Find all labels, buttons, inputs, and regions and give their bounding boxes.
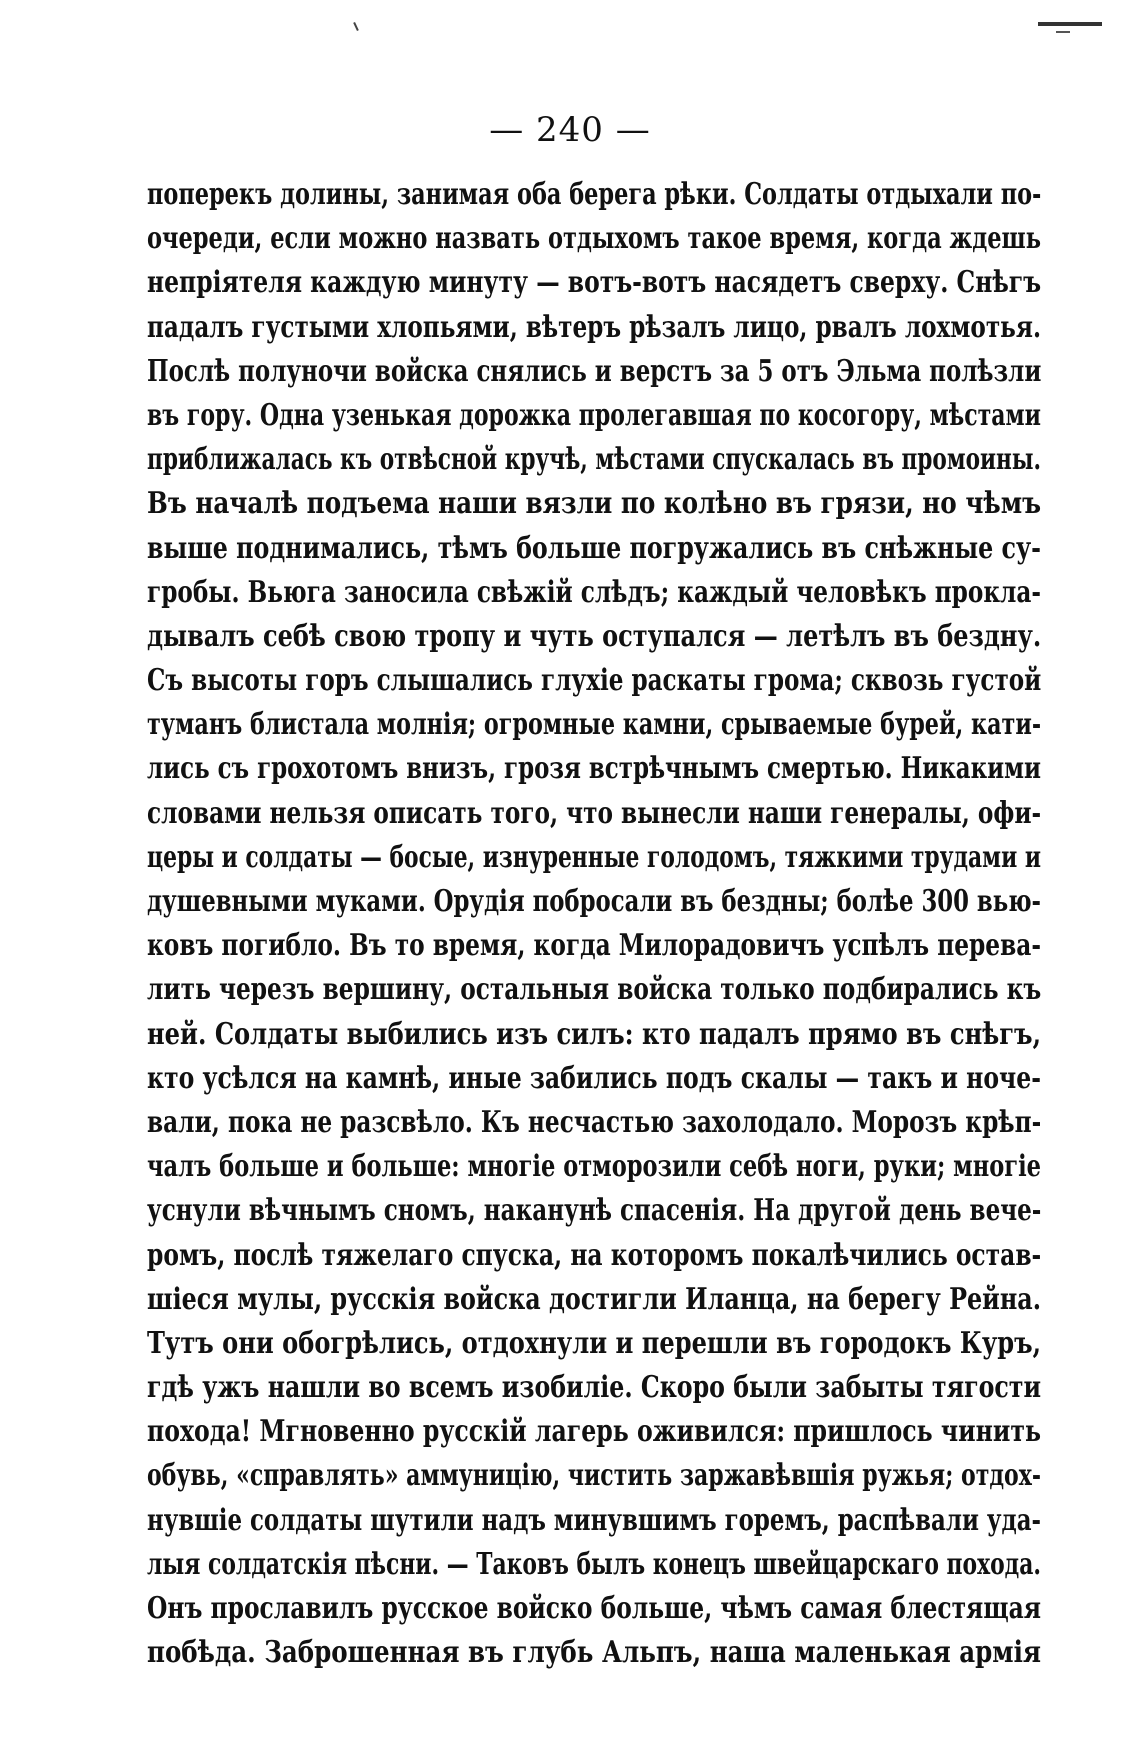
text-line: душевными муками. Орудія побросали въ бездны; болѣе 300 вью-	[147, 884, 1041, 919]
text-line: ней. Солдаты выбились изъ силъ: кто падалъ прямо въ снѣгъ,	[147, 1016, 1041, 1052]
text-line: очереди, если можно назвать отдыхомъ такое время, когда ждешь	[147, 221, 1041, 257]
text-line: шіеся мулы, русскія войска достигли Иланца, на берегу Рейна.	[147, 1281, 1041, 1317]
text-line: падалъ густыми хлопьями, вѣтеръ рѣзалъ лицо, рвалъ лохмотья.	[147, 309, 1041, 345]
text-line: Тутъ они обогрѣлись, отдохнули и перешли въ городокъ Куръ,	[147, 1325, 1041, 1361]
text-line: лить черезъ вершину, остальныя войска только подбирались къ	[147, 972, 1042, 1008]
text-line: уснули вѣчнымъ сномъ, наканунѣ спасенія. На другой день вече-	[147, 1193, 1042, 1229]
text-line: гдѣ ужъ нашли во всемъ изобиліе. Скоро были забыты тягости	[147, 1370, 1041, 1406]
scan-mark	[1038, 22, 1102, 26]
text-line: поперекъ долины, занимая оба берега рѣки. Солдаты отдыхали по-	[147, 177, 1042, 212]
text-line: ромъ, послѣ тяжелаго спуска, на которомъ покалѣчились остав-	[147, 1237, 1042, 1273]
text-line: приближалась къ отвѣсной кручѣ, мѣстами спускалась въ промоины.	[147, 442, 1042, 478]
body-text	[147, 173, 1041, 1675]
text-line: кто усѣлся на камнѣ, иные забились подъ скалы — такъ и ноче-	[147, 1060, 1041, 1096]
text-line: чалъ больше и больше: многіе отморозили себѣ ноги, руки; многіе	[147, 1149, 1041, 1185]
text-line: вали, пока не разсвѣло. Къ несчастью захолодало. Морозъ крѣп-	[147, 1104, 1042, 1140]
text-line: словами нельзя описать того, что вынесли наши генералы, офи-	[147, 795, 1042, 831]
text-line: Съ высоты горъ слышались глухіе раскаты грома; сквозь густой	[147, 663, 1042, 699]
text-line: въ гору. Одна узенькая дорожка пролегавшая по косогору, мѣстами	[147, 397, 1041, 433]
text-line: Послѣ полуночи войска снялись и верстъ за 5 отъ Эльма полѣзли	[147, 353, 1042, 389]
text-line: ковъ погибло. Въ то время, когда Милорадовичъ успѣлъ перева-	[147, 928, 1041, 964]
text-line: Въ началѣ подъема наши вязли по колѣно въ грязи, но чѣмъ	[147, 486, 1042, 522]
text-line: дывалъ себѣ свою тропу и чуть оступался — летѣлъ въ бездну.	[147, 618, 1042, 654]
text-line: лись съ грохотомъ внизъ, грозя встрѣчнымъ смертью. Никакими	[147, 751, 1041, 787]
text-line: выше поднимались, тѣмъ больше погружались въ снѣжные су-	[147, 530, 1041, 566]
text-line: непріятеля каждую минуту — вотъ-вотъ насядетъ сверху. Снѣгъ	[147, 265, 1042, 301]
text-line: Онъ прославилъ русское войско больше, чѣмъ самая блестящая	[147, 1591, 1041, 1626]
text-line: нувшіе солдаты шутили надъ минувшимъ горемъ, распѣвали уда-	[147, 1502, 1041, 1538]
text-line: побѣда. Заброшенная въ глубь Альпъ, наша маленькая армія	[147, 1635, 1041, 1671]
text-line: туманъ блистала молнія; огромные камни, срываемые бурей, кати-	[147, 707, 1042, 743]
text-line: гробы. Вьюга заносила свѣжій слѣдъ; каждый человѣкъ прокла-	[147, 574, 1041, 610]
text-line: лыя солдатскія пѣсни. — Таковъ былъ конецъ швейцарскаго похода.	[147, 1546, 1041, 1582]
text-line: обувь, «справлять» аммуницію, чистить заржавѣвшія ружья; отдох-	[147, 1458, 1041, 1494]
page-number: — 240 —	[489, 110, 651, 150]
text-line: похода! Мгновенно русскій лагерь оживился: пришлось чинить	[147, 1414, 1041, 1450]
text-line: церы и солдаты — босые, изнуренные голодомъ, тяжкими трудами и	[147, 839, 1041, 875]
scan-speck	[353, 22, 359, 31]
